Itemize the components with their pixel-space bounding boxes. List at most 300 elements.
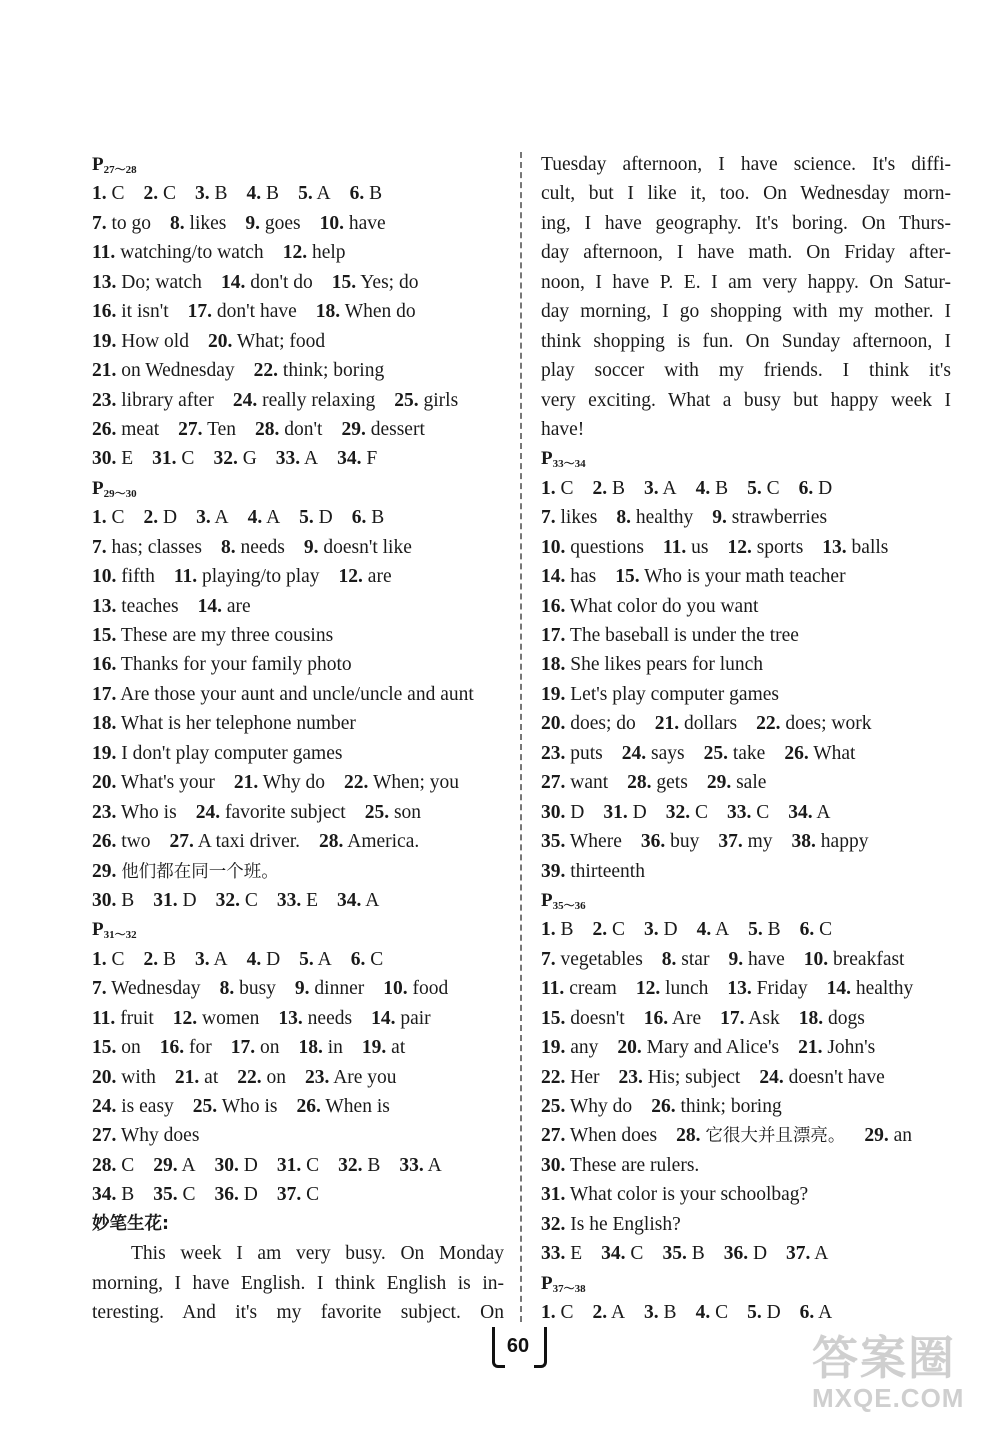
answer-line [92, 533, 504, 562]
question-number: 23. [92, 389, 117, 411]
question-number: 21. [798, 1037, 823, 1059]
question-number: 34. [788, 801, 813, 823]
answer-item [541, 684, 779, 705]
answer-text: think; boring [680, 1096, 782, 1117]
composition-line: ing, I have geography. It's boring. On Thurs- [541, 212, 951, 234]
answer-text: meat [121, 418, 160, 440]
answer-item [655, 713, 737, 734]
answer-text: in [327, 1037, 343, 1059]
answer-line [92, 650, 504, 679]
answer-item [92, 831, 151, 852]
answer-item [707, 772, 767, 793]
answer-line [92, 1033, 504, 1062]
question-number: 34. [601, 1243, 626, 1265]
answer-text: A [816, 801, 831, 823]
answer-item [196, 802, 346, 823]
answer-text: B [663, 1302, 677, 1324]
answer-line [92, 356, 504, 385]
answer-item [339, 566, 392, 587]
answer-text: want [570, 772, 609, 794]
question-number: 7. [92, 978, 107, 1000]
answer-text: likes [189, 212, 227, 234]
question-number: 10. [92, 566, 117, 588]
answer-item [541, 1125, 657, 1146]
answer-text: Friday [756, 978, 808, 1000]
answer-line [92, 268, 504, 297]
answer-item [541, 537, 644, 558]
question-number: 24. [232, 389, 258, 411]
question-number: 21. [233, 772, 259, 794]
answer-text: When does [569, 1125, 658, 1147]
answer-item [92, 242, 264, 263]
question-number: 31. [541, 1184, 566, 1206]
answer-item [622, 743, 685, 764]
question-number: 4. [696, 919, 712, 941]
question-number: 11. [173, 566, 198, 588]
question-number: 1. [92, 507, 107, 529]
answer-item [144, 949, 177, 970]
answer-text: watching/to watch [120, 242, 264, 264]
question-number: 13. [92, 271, 117, 293]
answer-text: B [214, 183, 228, 205]
answer-item [195, 183, 228, 204]
answer-text: needs [307, 1007, 353, 1029]
question-number: 1. [92, 948, 107, 970]
answer-item [92, 183, 125, 204]
answer-text: D [243, 1184, 258, 1206]
answer-text: dinner [314, 978, 365, 1000]
answer-line [541, 974, 951, 1003]
answer-text: D [663, 919, 678, 941]
answer-item [208, 331, 325, 352]
question-number: 16. [92, 301, 117, 323]
answer-item [666, 802, 708, 823]
answer-item [541, 1067, 599, 1088]
question-number: 20. [617, 1037, 642, 1059]
right-column [541, 150, 951, 1328]
question-number: 2. [143, 948, 159, 970]
question-number: 37. [718, 831, 743, 853]
question-number: 8. [661, 948, 677, 970]
question-number: 28. [255, 418, 280, 440]
answer-item [92, 537, 202, 558]
answer-item [304, 537, 412, 558]
question-number: 31. [153, 889, 178, 911]
answer-item [541, 1037, 598, 1058]
answer-item [618, 1067, 740, 1088]
answer-item [696, 1302, 729, 1323]
answer-item [799, 478, 833, 499]
answer-text: balls [851, 536, 889, 558]
answer-text: B [371, 507, 385, 529]
question-number: 14. [371, 1007, 396, 1029]
answer-item [175, 1067, 218, 1088]
answer-text: sports [756, 536, 804, 558]
answer-item [712, 507, 827, 528]
answer-item [365, 802, 421, 823]
answer-text: D [318, 507, 333, 529]
answer-text: D [632, 801, 647, 823]
answer-line [92, 1004, 504, 1033]
answer-line [92, 974, 504, 1003]
answer-item [792, 831, 869, 852]
answer-text: does; work [785, 713, 872, 735]
answer-line [541, 1092, 951, 1121]
answer-text: likes [560, 507, 598, 529]
column-divider [520, 152, 522, 1322]
answer-text: star [681, 948, 710, 970]
answer-item [92, 1096, 174, 1117]
answer-line [541, 562, 951, 591]
answer-text: C [819, 919, 833, 941]
question-number: 17. [541, 625, 566, 646]
answer-text: Her [570, 1066, 600, 1088]
question-number: 28. [676, 1125, 701, 1147]
answer-item [351, 949, 384, 970]
answer-text: busy [239, 978, 276, 1000]
question-number: 25. [192, 1096, 218, 1117]
answer-item [399, 1155, 441, 1176]
answer-item [92, 419, 159, 440]
answer-line [92, 709, 504, 738]
answer-item [196, 507, 229, 528]
answer-text: B [367, 1154, 381, 1176]
answer-item [662, 1243, 704, 1264]
answer-text: When do [344, 301, 416, 323]
answer-item [245, 213, 300, 234]
answer-line [92, 179, 504, 208]
answer-item [92, 684, 474, 705]
answer-text: doesn't [570, 1007, 625, 1029]
answer-line [92, 621, 504, 650]
answer-text: A [662, 477, 677, 499]
answer-item [341, 419, 424, 440]
question-number: 23. [541, 742, 566, 764]
answer-item [216, 890, 258, 911]
composition-line: have! [541, 418, 585, 440]
answer-item [92, 743, 342, 764]
answer-text: C [121, 1154, 135, 1176]
answer-item [92, 772, 215, 793]
question-number: 26. [784, 742, 809, 764]
answer-item [231, 1037, 280, 1058]
question-number: 14. [826, 978, 851, 1000]
answer-text: doesn't like [323, 536, 412, 558]
question-number: 26. [296, 1096, 321, 1117]
answer-item [277, 890, 318, 911]
answer-item [92, 713, 356, 734]
answer-line [541, 650, 951, 679]
answer-item [748, 919, 781, 940]
answer-text: C [111, 948, 125, 970]
watermark-logo: 答案圈 [812, 1331, 956, 1385]
answer-text: don't do [250, 271, 313, 293]
answer-item [92, 1125, 199, 1146]
answer-item [663, 537, 709, 558]
question-number: 30. [92, 889, 117, 911]
answer-item [541, 978, 617, 999]
answer-text: library after [121, 389, 214, 411]
question-number: 36. [640, 831, 666, 853]
answer-text: C [715, 1302, 729, 1324]
question-number: 36. [723, 1243, 749, 1265]
answer-line [541, 945, 951, 974]
question-number: 31. [276, 1154, 302, 1176]
answer-text: A taxi driver. [197, 831, 301, 853]
answer-item [299, 949, 332, 970]
answer-text: two [121, 831, 151, 853]
question-number: 20. [92, 1066, 117, 1088]
question-number: 27. [169, 831, 194, 853]
answer-item [92, 360, 235, 381]
answer-item [784, 743, 855, 764]
answer-item [541, 743, 603, 764]
answer-text: says [651, 742, 685, 764]
answer-item [221, 272, 313, 293]
question-number: 34. [92, 1184, 117, 1206]
answer-item [92, 1008, 154, 1029]
answer-item [362, 1037, 405, 1058]
answer-text: A [266, 507, 281, 529]
left-column [92, 150, 504, 1328]
composition-line: teresting. And it's my favorite subject. On [92, 1302, 504, 1324]
question-number: 12. [727, 536, 752, 558]
answer-item [696, 478, 729, 499]
answer-line [541, 1180, 951, 1209]
answer-item [541, 654, 763, 675]
question-number: 10. [803, 948, 829, 970]
answer-text: Are those your aunt and uncle/uncle and aunt [120, 683, 474, 705]
question-number: 11. [92, 242, 116, 264]
answer-text: Why do [569, 1096, 633, 1117]
question-number: 1. [541, 477, 556, 499]
answer-line [541, 1151, 951, 1180]
answer-item [152, 448, 194, 469]
question-number: 37. [276, 1184, 302, 1206]
answer-item [636, 978, 709, 999]
answer-text: B [121, 889, 135, 911]
answer-item [92, 331, 189, 352]
answer-text: B [121, 1184, 135, 1206]
question-number: 10. [383, 978, 408, 1000]
question-number: 17. [92, 683, 117, 705]
question-number: 6. [799, 1302, 815, 1324]
question-number: 11. [541, 978, 565, 1000]
answer-text: John's [827, 1037, 876, 1059]
answer-text: B [612, 477, 626, 499]
question-number: 18. [298, 1037, 323, 1059]
section-page-letter: P [541, 1272, 553, 1294]
answer-item [662, 949, 710, 970]
question-number: 30. [541, 1154, 566, 1176]
answer-item [92, 625, 333, 646]
question-number: 20. [207, 330, 233, 352]
question-number: 17. [720, 1007, 745, 1029]
answer-item [220, 978, 276, 999]
question-number: 15. [92, 625, 117, 646]
answer-item [394, 390, 458, 411]
question-number: 7. [541, 948, 556, 970]
question-number: 13. [727, 978, 752, 1000]
answer-text: think; boring [282, 360, 385, 382]
answer-item [92, 507, 125, 528]
answer-text: goes [264, 212, 301, 234]
answer-item [153, 1184, 195, 1205]
answer-item [170, 831, 301, 852]
answer-item [296, 1096, 389, 1117]
answer-text: America. [347, 831, 420, 853]
answer-item [92, 213, 151, 234]
answer-line [92, 386, 504, 415]
question-number: 8. [616, 507, 631, 529]
question-number: 18. [541, 654, 566, 676]
page-number: 60 [506, 1335, 530, 1357]
answer-text: for [189, 1037, 212, 1059]
answer-text: Ask [748, 1007, 780, 1029]
answer-item [541, 949, 643, 970]
question-number: 15. [541, 1007, 566, 1029]
answer-item [800, 919, 833, 940]
answer-item [254, 360, 385, 381]
answer-text: C [111, 507, 125, 529]
answer-text: A [213, 948, 228, 970]
answer-text: buy [670, 831, 700, 853]
answer-text: Do; watch [121, 271, 202, 293]
answer-item [247, 183, 280, 204]
answer-item [170, 213, 226, 234]
watermark-url: MXQE.COM [812, 1383, 965, 1413]
section-page-letter: P [92, 154, 104, 175]
answer-line [92, 209, 504, 238]
question-number: 3. [644, 477, 659, 499]
answer-item [864, 1125, 912, 1146]
answer-text: A [610, 1302, 626, 1324]
answer-text: C [181, 448, 195, 470]
answer-item [541, 1214, 681, 1235]
answer-item [615, 566, 845, 587]
question-number: 33. [399, 1154, 424, 1176]
answer-line [92, 1180, 504, 1209]
answer-item [644, 1302, 677, 1323]
answer-line [541, 1298, 951, 1327]
answer-text: A [715, 919, 730, 941]
question-number: 6. [349, 183, 365, 205]
answer-item [383, 978, 448, 999]
answer-line [92, 945, 504, 974]
question-number: 24. [621, 742, 647, 764]
answer-text: have [348, 212, 386, 234]
answer-item [541, 1155, 699, 1176]
question-number: 31. [152, 448, 177, 470]
composition-line: play soccer with my friends. I think it's [541, 360, 951, 382]
section-header [541, 1269, 951, 1298]
answer-text: F [366, 448, 378, 470]
answer-text: Where [569, 831, 622, 853]
answer-line [92, 1092, 504, 1121]
answer-line [92, 768, 504, 797]
answer-item [198, 596, 251, 617]
answer-line [541, 798, 951, 827]
question-number: 12. [282, 242, 308, 264]
answer-text: Who is your math teacher [644, 566, 846, 588]
answer-item [298, 183, 331, 204]
question-number: 20. [541, 713, 566, 735]
question-number: 19. [361, 1037, 387, 1059]
answer-text: Who is [120, 801, 177, 823]
answer-item [798, 1037, 875, 1058]
answer-item [541, 861, 645, 882]
answer-text: food [412, 978, 449, 1000]
question-number: 2. [592, 1302, 608, 1324]
answer-item [644, 478, 677, 499]
answer-text: D [163, 507, 178, 529]
answer-text: D [570, 801, 585, 823]
answer-text: E [570, 1243, 583, 1265]
section-header [541, 444, 951, 473]
question-number: 28. [319, 831, 344, 853]
question-number: 9. [294, 978, 310, 1000]
answer-text: These are rulers. [569, 1154, 700, 1176]
answer-item [195, 949, 228, 970]
question-number: 27. [92, 1125, 117, 1147]
answer-text: A [818, 1302, 833, 1324]
answer-text: teaches [121, 595, 179, 617]
answer-item [319, 831, 419, 852]
answer-item [92, 272, 202, 293]
answer-text: don't [284, 418, 323, 440]
question-number: 8. [219, 978, 235, 1000]
answer-item [541, 1008, 625, 1029]
question-number: 39. [541, 860, 566, 882]
answer-item [237, 1067, 286, 1088]
question-number: 24. [759, 1066, 784, 1088]
question-number: 17. [230, 1037, 256, 1059]
question-number: 4. [246, 948, 262, 970]
question-number: 19. [92, 330, 117, 352]
answer-text: A [427, 1154, 442, 1176]
question-number: 3. [195, 183, 210, 205]
question-number: 13. [822, 536, 847, 558]
answer-text: dessert [370, 418, 425, 440]
section-page-letter: P [92, 919, 104, 941]
question-number: 6. [351, 507, 367, 529]
question-number: 19. [541, 1037, 566, 1059]
answer-text: doesn't have [788, 1066, 885, 1088]
answer-line [541, 1121, 951, 1150]
answer-line [92, 886, 504, 915]
answer-item [144, 507, 178, 528]
answer-text: on [260, 1037, 280, 1059]
answer-line [92, 857, 504, 886]
answer-item [788, 802, 830, 823]
question-number: 32. [338, 1154, 363, 1176]
answer-item [541, 1184, 808, 1205]
answer-text: at [204, 1066, 219, 1088]
section-page-letter: P [92, 477, 104, 499]
answer-item [278, 1008, 352, 1029]
question-number: 9. [712, 507, 727, 529]
question-number: 26. [651, 1096, 676, 1117]
section-header [92, 474, 504, 503]
answer-text: lunch [665, 978, 709, 1000]
answer-item [338, 1155, 380, 1176]
question-number: 21. [654, 713, 680, 735]
answer-text: What [813, 742, 856, 764]
answer-item [92, 890, 134, 911]
composition-line: morning, I have English. I think English is in- [92, 1272, 504, 1294]
question-number: 13. [92, 595, 117, 617]
answer-item [92, 390, 214, 411]
